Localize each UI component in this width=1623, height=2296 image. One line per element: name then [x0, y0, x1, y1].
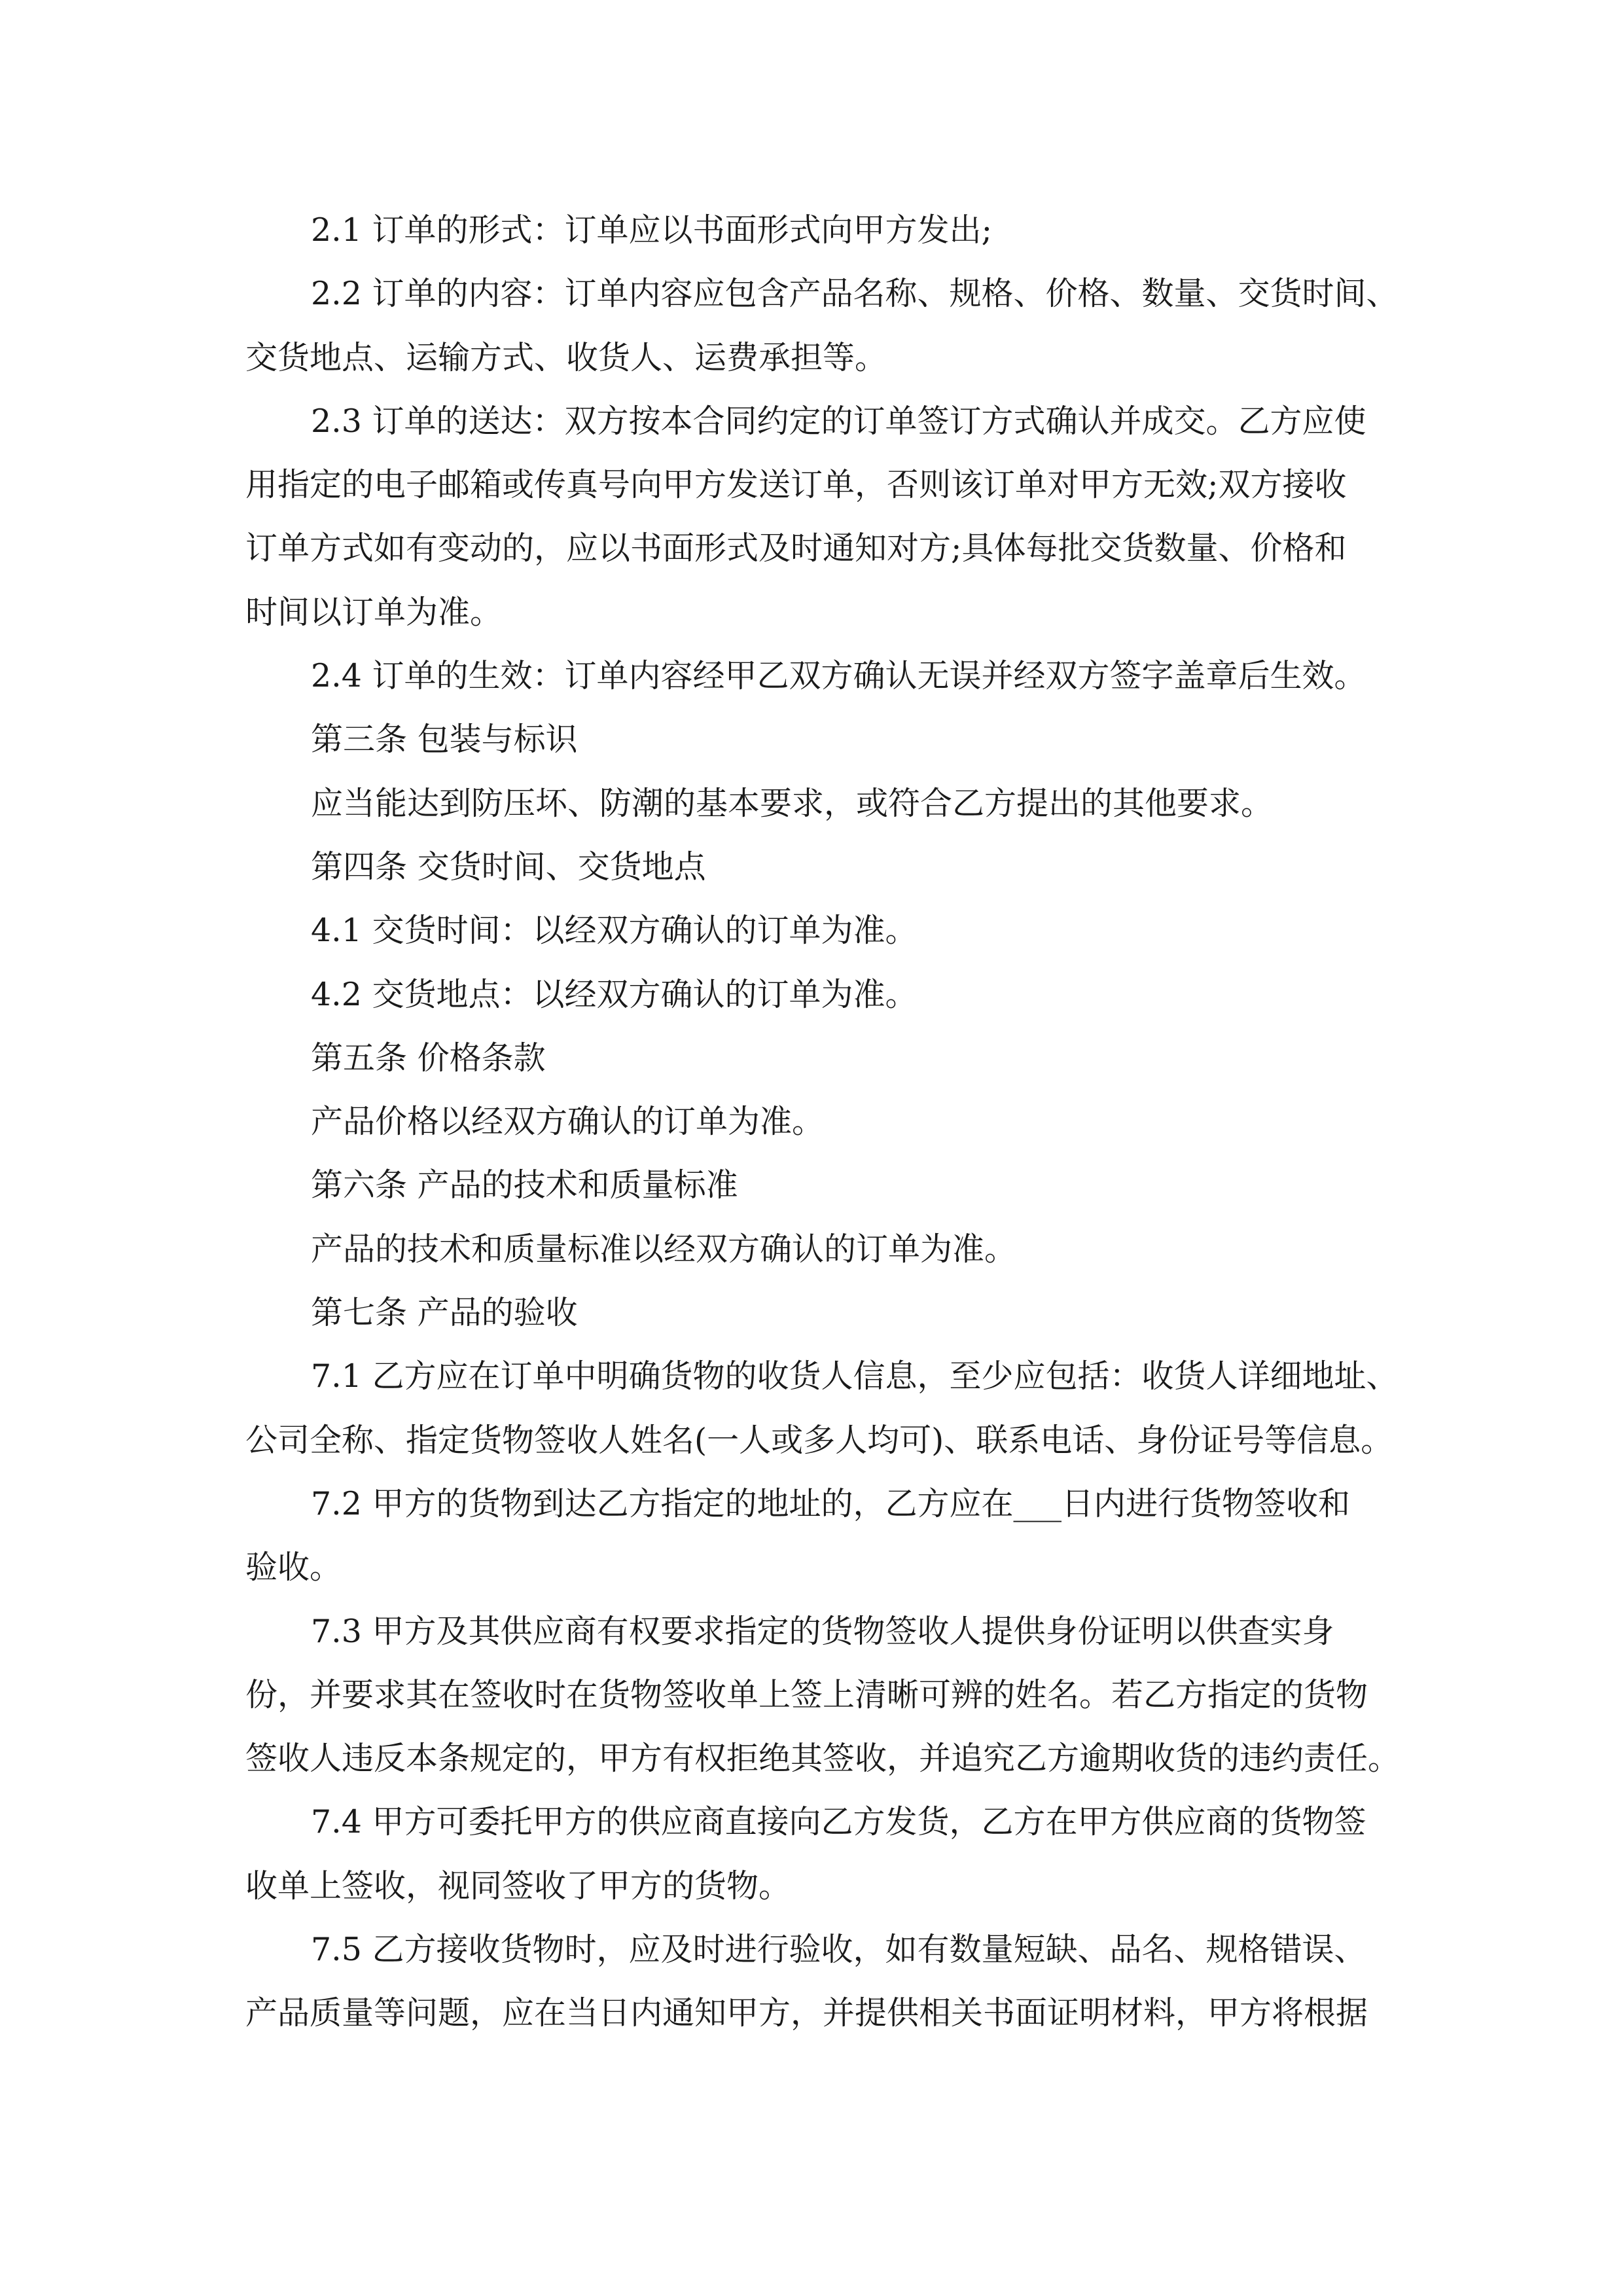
text-line: 收单上签收，视同签收了甲方的货物。 [245, 1867, 791, 1905]
text-line: 产品价格以经双方确认的订单为准。 [311, 1103, 825, 1141]
text-line: 7.3 甲方及其供应商有权要求指定的货物签收人提供身份证明以供查实身 [311, 1612, 1334, 1650]
text-line: 2.1 订单的形式：订单应以书面形式向甲方发出; [311, 211, 993, 249]
text-line: 2.3 订单的送达：双方按本合同约定的订单签订方式确认并成交。乙方应使 [311, 402, 1366, 440]
text-line: 交货地点、运输方式、收货人、运费承担等。 [245, 338, 887, 376]
text-line: 产品质量等问题，应在当日内通知甲方，并提供相关书面证明材料，甲方将根据 [245, 1994, 1368, 2032]
text-line: 公司全称、指定货物签收人姓名(一人或多人均可)、联系电话、身份证号等信息。 [245, 1421, 1393, 1459]
text-line: 时间以订单为准。 [245, 593, 503, 631]
text-line: 7.4 甲方可委托甲方的供应商直接向乙方发货，乙方在甲方供应商的货物签 [311, 1803, 1366, 1841]
text-line: 4.1 交货时间：以经双方确认的订单为准。 [311, 912, 918, 950]
text-line: 应当能达到防压坏、防潮的基本要求，或符合乙方提出的其他要求。 [311, 784, 1274, 822]
section-heading: 第三条 包装与标识 [311, 721, 578, 759]
document-body [245, 198, 1400, 2045]
text-line: 7.2 甲方的货物到达乙方指定的地址的，乙方应在___日内进行货物签收和 [311, 1484, 1351, 1522]
text-line: 2.4 订单的生效：订单内容经甲乙双方确认无误并经双方签字盖章后生效。 [311, 657, 1366, 695]
section-heading: 第五条 价格条款 [311, 1039, 546, 1077]
text-line: 7.5 乙方接收货物时，应及时进行验收，如有数量短缺、品名、规格错误、 [311, 1931, 1366, 1969]
text-line: 份，并要求其在签收时在货物签收单上签上清晰可辨的姓名。若乙方指定的货物 [245, 1676, 1368, 1713]
section-heading: 第四条 交货时间、交货地点 [311, 848, 706, 886]
text-line: 产品的技术和质量标准以经双方确认的订单为准。 [311, 1230, 1017, 1268]
text-line: 2.2 订单的内容：订单内容应包含产品名称、规格、价格、数量、交货时间、 [311, 275, 1399, 313]
text-line: 签收人违反本条规定的，甲方有权拒绝其签收，并追究乙方逾期收货的违约责任。 [245, 1740, 1400, 1778]
text-line: 验收。 [245, 1549, 342, 1587]
section-heading: 第六条 产品的技术和质量标准 [311, 1166, 738, 1204]
section-heading: 第七条 产品的验收 [311, 1294, 578, 1332]
text-line: 4.2 交货地点：以经双方确认的订单为准。 [311, 975, 918, 1013]
text-line: 7.1 乙方应在订单中明确货物的收货人信息，至少应包括：收货人详细地址、 [311, 1357, 1399, 1395]
text-line: 订单方式如有变动的，应以书面形式及时通知对方;具体每批交货数量、价格和 [245, 529, 1347, 567]
text-line: 用指定的电子邮箱或传真号向甲方发送订单，否则该订单对甲方无效;双方接收 [245, 466, 1347, 504]
